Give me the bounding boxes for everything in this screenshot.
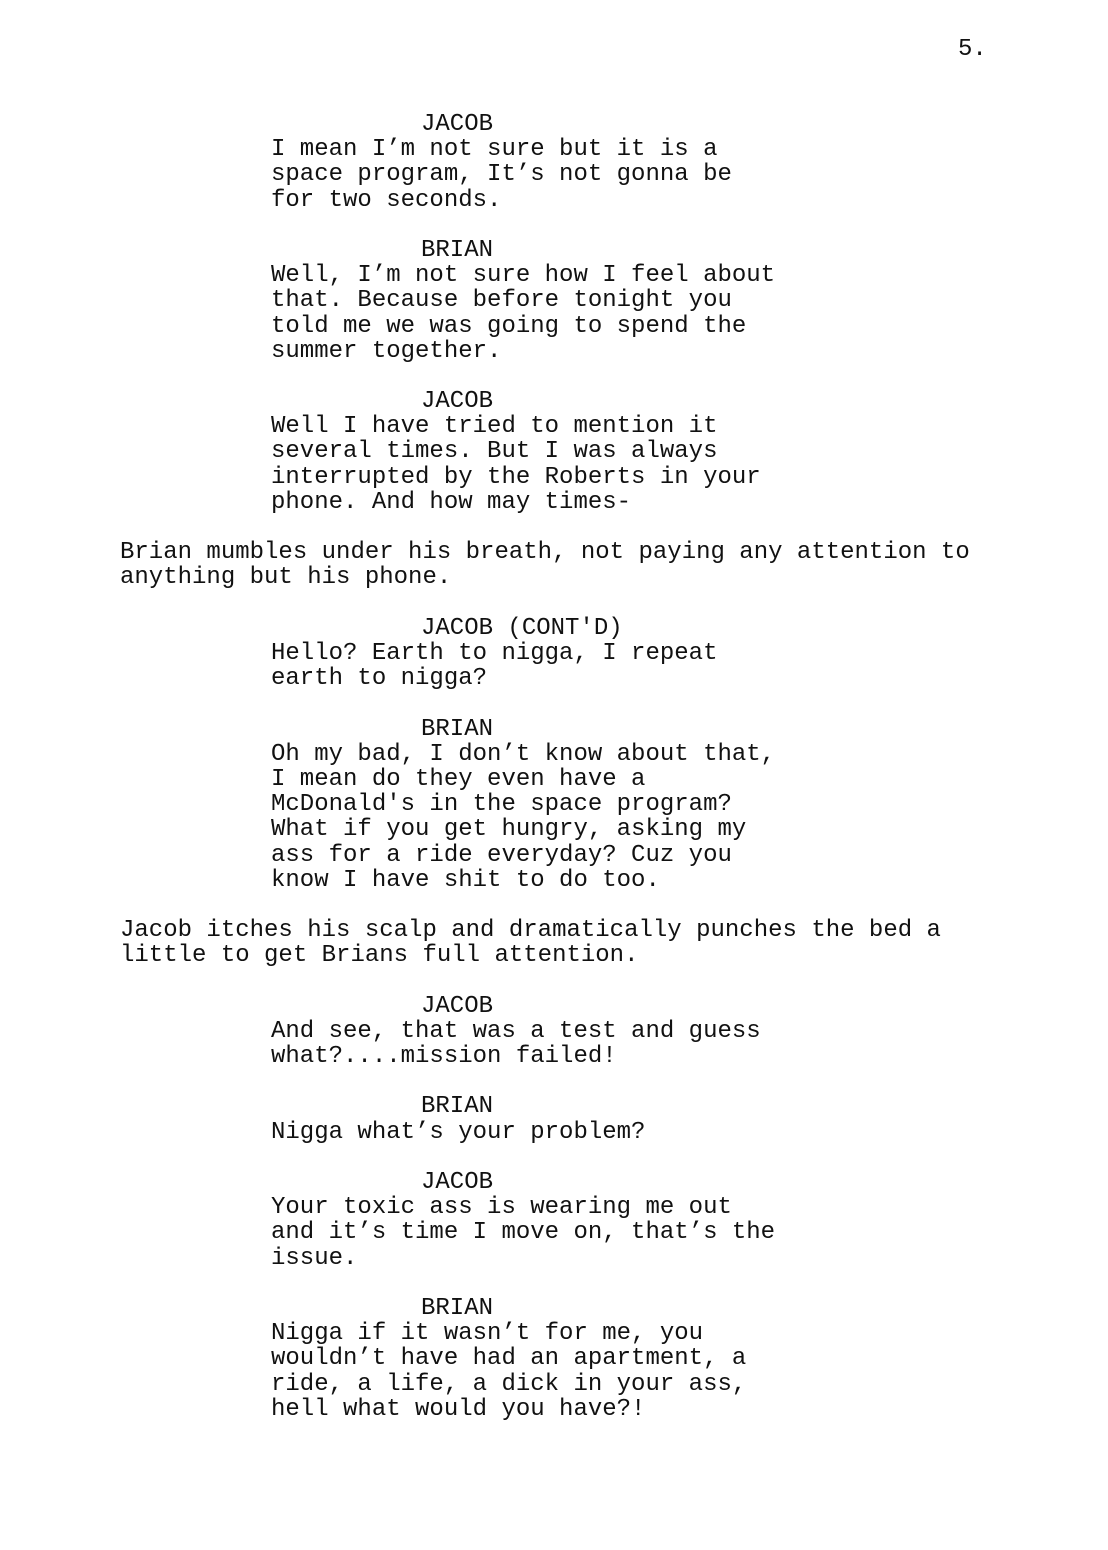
dialogue-block [0, 238, 1108, 364]
character-name: BRIAN [421, 236, 494, 264]
character-name: BRIAN [421, 1093, 494, 1121]
character-name: JACOB [421, 992, 494, 1020]
dialogue-line: I mean I’m not sure but it is a [271, 136, 718, 164]
dialogue-text [271, 1120, 831, 1145]
character-name: JACOB [421, 1168, 494, 1196]
character-name: JACOB [421, 111, 494, 138]
dialogue-line: that. Because before tonight you [271, 287, 732, 315]
dialogue-text [271, 263, 831, 364]
dialogue-line: I mean do they even have a [271, 765, 646, 793]
dialogue-block [0, 1170, 1108, 1271]
dialogue-line: Your toxic ass is wearing me out [271, 1194, 732, 1222]
dialogue-line: Hello? Earth to nigga, I repeat [271, 640, 718, 667]
dialogue-line: for two seconds. [271, 186, 502, 214]
dialogue-line: told me we was going to spend the [271, 312, 747, 340]
dialogue-line: What if you get hungry, asking my [271, 816, 747, 844]
dialogue-line: several times. But I was always [271, 438, 718, 466]
dialogue-text [271, 742, 831, 893]
dialogue-block [0, 1094, 1108, 1144]
script-body [0, 112, 1108, 1447]
dialogue-line: summer together. [271, 337, 502, 365]
dialogue-text [271, 137, 831, 213]
action-block [120, 918, 1020, 968]
dialogue-line: Well I have tried to mention it [271, 413, 718, 441]
dialogue-text [271, 1195, 831, 1271]
action-block [120, 540, 1020, 590]
dialogue-block [0, 717, 1108, 893]
dialogue-text [271, 1019, 831, 1069]
action-line: Jacob itches his scalp and dramatically punches the bed a [120, 917, 941, 945]
dialogue-line: Nigga what’s your problem? [271, 1118, 646, 1146]
page-number: 5. [958, 36, 987, 63]
dialogue-line: what?....mission failed! [271, 1043, 617, 1071]
dialogue-line: ass for a ride everyday? Cuz you [271, 841, 732, 869]
action-line: anything but his phone. [120, 564, 452, 592]
dialogue-text [271, 1321, 831, 1422]
dialogue-line: phone. And how may times- [271, 488, 632, 516]
dialogue-line: issue. [271, 1244, 358, 1272]
character-name: BRIAN [421, 715, 494, 743]
dialogue-line: know I have shit to do too. [271, 866, 660, 894]
character-name: BRIAN [421, 1294, 494, 1322]
dialogue-line: Well, I’m not sure how I feel about [271, 262, 776, 290]
dialogue-line: McDonald's in the space program? [271, 791, 732, 819]
dialogue-line: interrupted by the Roberts in your [271, 463, 761, 491]
dialogue-line: wouldn’t have had an apartment, a [271, 1345, 747, 1373]
dialogue-line: And see, that was a test and guess [271, 1017, 761, 1045]
dialogue-text [271, 641, 831, 691]
dialogue-block [0, 112, 1108, 213]
dialogue-block [0, 994, 1108, 1070]
dialogue-line: ride, a life, a dick in your ass, [271, 1370, 747, 1398]
dialogue-line: earth to nigga? [271, 665, 488, 693]
character-name: JACOB (CONT'D) [421, 614, 623, 642]
action-line: little to get Brians full attention. [120, 942, 639, 970]
dialogue-line: hell what would you have?! [271, 1395, 646, 1423]
dialogue-line: space program, It’s not gonna be [271, 161, 732, 189]
dialogue-text [271, 414, 831, 515]
dialogue-line: Nigga if it wasn’t for me, you [271, 1320, 704, 1348]
character-name: JACOB [421, 388, 494, 416]
dialogue-block [0, 616, 1108, 692]
dialogue-line: Oh my bad, I don’t know about that, [271, 740, 776, 768]
action-line: Brian mumbles under his breath, not paying any attention to [120, 539, 970, 567]
dialogue-line: and it’s time I move on, that’s the [271, 1219, 776, 1247]
dialogue-block [0, 389, 1108, 515]
dialogue-block [0, 1296, 1108, 1422]
